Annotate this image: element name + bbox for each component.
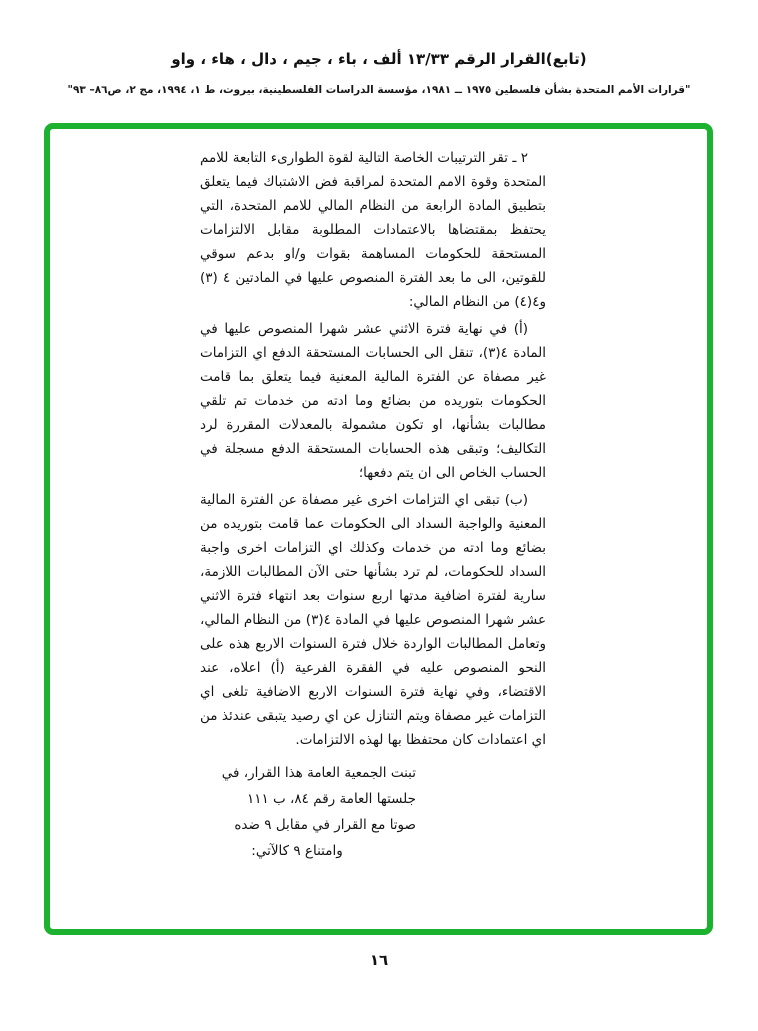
- document-header-title: (تابع)القرار الرقم ١٣/٣٣ ألف ، باء ، جيم ، دال ، هاء ، واو: [171, 50, 587, 68]
- adoption-note-line: جلستها العامة رقم ٨٤، ب ١١١: [247, 791, 416, 807]
- adoption-note-line: وامتناع ٩ كالآتي:: [251, 843, 343, 859]
- page-number: ١٦: [369, 951, 389, 969]
- paragraph-subitem-a: (أ) في نهاية فترة الاثني عشر شهرا المنصوص عليها في المادة ٤(٣)، تنقل الى الحسابات المستحقة الدفع اي التزامات غير مصفاة عن الفترة المالية المعنية فيما يتعلق بما قامت الحكومات بتوريده من بضائع وما ادته من خدمات تم تلقي مطالبات بشأنها، او تكون مشمولة بالمعدلات المقررة لرد التكاليف؛ وتبقى هذه الحسابات المستحقة الدفع مسجلة في الحساب الخاص الى ان يتم دفعها؛: [200, 321, 546, 481]
- paragraph-subitem-b: (ب) تبقى اي التزامات اخرى غير مصفاة عن الفترة المالية المعنية والواجبة السداد الى الحكومات عما قامت بتوريده من بضائع وما ادته من خدمات وكذلك اي التزامات اخرى واجبة السداد للحكومات، لم ترد بشأنها حتى الآن المطالبات اللازمة، سارية لفترة اضافية مدتها اربع سنوات بعد انتهاء فترة الاثني عشر شهرا المنصوص عليها في المادة ٤(٣) من النظام المالي، وتعامل المطالبات الواردة خلال فترة السنوات الاربع هذه على النحو المنصوص عليه في الفقرة الفرعية (أ) اعلاه، عند الاقتضاء، وفي نهاية فترة السنوات الاربع الاضافية تلغى اي التزامات غير مصفاة ويتم التنازل عن اي رصيد يتبقى عندئذ من اي اعتمادات كان محتفظا بها لهذه الالتزامات.: [200, 492, 546, 748]
- resolution-text: [200, 146, 546, 864]
- adoption-note-line: صوتا مع القرار في مقابل ٩ ضده: [234, 817, 416, 833]
- paragraph-operative-2: ٢ ـ تقر الترتيبات الخاصة التالية لقوة الطوارىء التابعة للامم المتحدة وقوة الامم المتحدة لمراقبة فض الاشتباك فيما يتعلق بتطبيق المادة الرابعة من النظام المالي للامم المتحدة، التي يحتفظ بمقتضاها بالاعتمادات المطلوبة مقابل الالتزامات المستحقة للحكومات المساهمة بقوات و/او بدعم سوقي للقوتين، الى ما بعد الفترة المنصوص عليها في المادتين ٤ (٣) و٤(٤) من النظام المالي:: [200, 150, 546, 310]
- document-source-citation: "قرارات الأمم المتحدة بشأن فلسطين ١٩٧٥ ــ ١٩٨١، مؤسسة الدراسات الفلسطينية، بيروت، ط ١، ١٩٩٤، مج ٢، ص٨٦– ٩٣": [67, 84, 691, 96]
- adoption-note: [178, 760, 416, 864]
- adoption-note-line: تبنت الجمعية العامة هذا القرار، في: [221, 765, 416, 781]
